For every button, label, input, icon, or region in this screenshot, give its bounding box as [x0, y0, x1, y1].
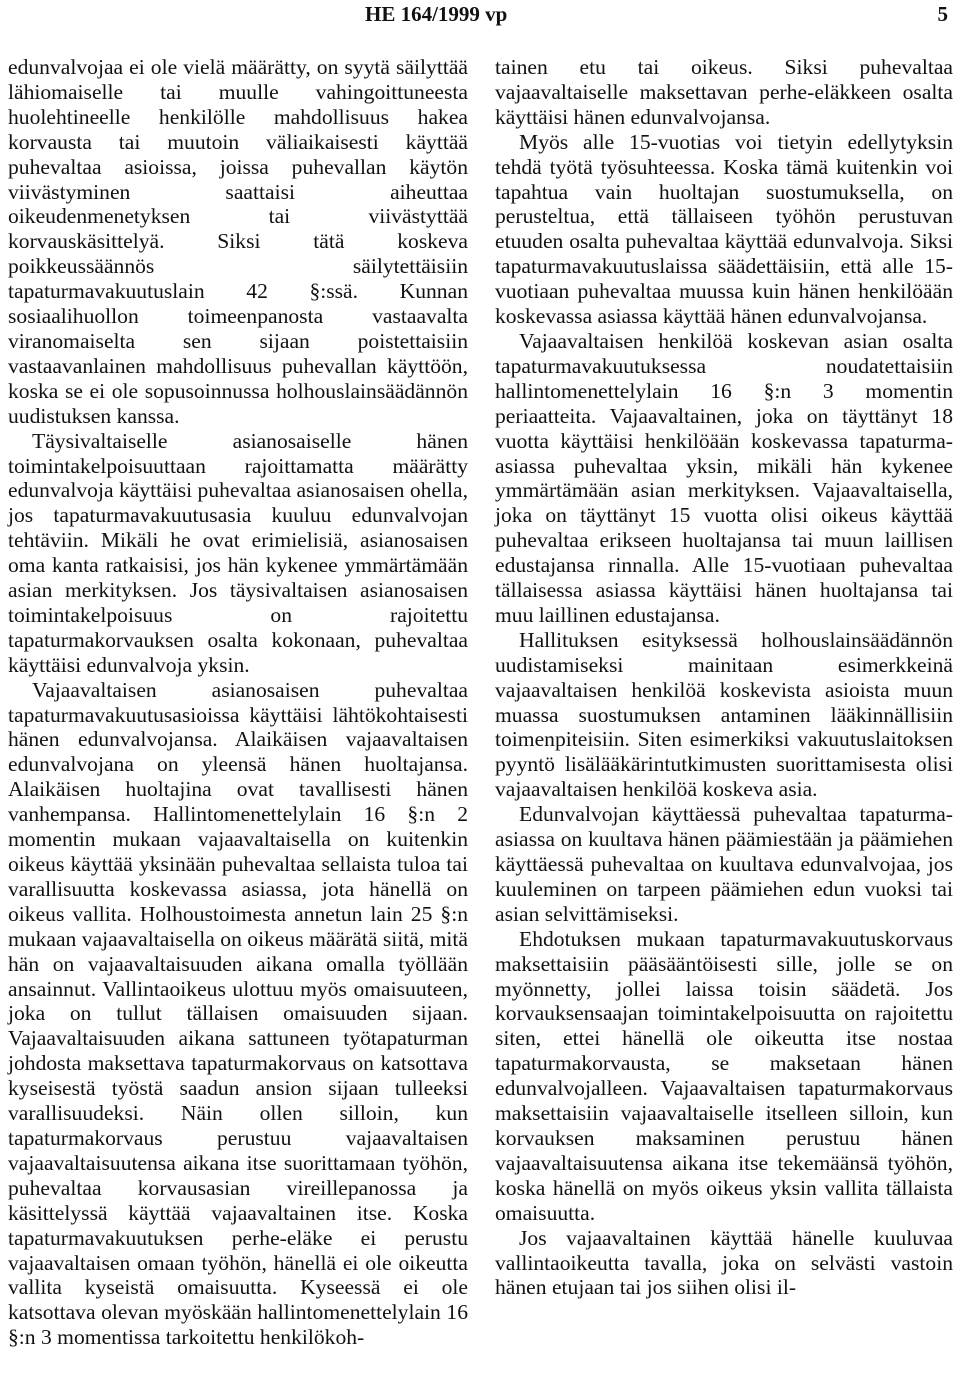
document-id: HE 164/1999 vp	[365, 2, 508, 26]
paragraph: edunvalvojaa ei ole vielä määrätty, on syytä säilyttää lähiomaiselle tai muulle vahingoittuneesta huolehtineelle henkilölle mahdollisuus hakea korvausta tai muutoin väliaikaisesti käyttää puhevaltaa asioissa, joissa puhevallan käytön viivästyminen saattaisi aiheuttaa oikeudenmenetyksen tai viivästyttää korvauskäsittelyä. Siksi tätä koskeva poikkeussäännös säilytettäisiin tapaturmavakuutuslain 42 §:ssä. Kunnan sosiaalihuollon toimeenpanosta vastaavalta viranomaiselta sen sijaan poistettaisiin vastaavanlainen mahdollisuus puhevallan käyttöön, koska se ei ole sopusoinnussa holhouslainsäädännön uudistuksen kanssa.	[8, 55, 468, 428]
paragraph: Ehdotuksen mukaan tapaturmavakuutuskorvaus maksettaisiin pääsääntöisesti sille, jolle se on myönnetty, jollei laissa toisin säädetä. Jos korvauksensaajan toimintakelpoisuutta on rajoitettu siten, ettei hänellä ole oikeutta itse nostaa tapaturmakorvausta, se maksetaan hänen edunvalvojalleen. Vajaavaltaisen tapaturmakorvaus maksettaisiin vajaavaltaiselle itselleen silloin, kun korvauksen maksaminen perustuu hänen vajaavaltaisuutensa aikana itse tekemäänsä työhön, koska hänellä on myös oikeus yksin vallita tällaista omaisuutta.	[495, 926, 953, 1225]
paragraph: Vajaavaltaisen henkilöä koskevan asian osalta tapaturmavakuutuksessa noudatettaisiin hallintomenettelylain 16 §:n 3 momentin periaatteita. Vajaavaltainen, joka on täyttänyt 18 vuotta käyttäisi henkilöään koskevassa tapaturma-asiassa puhevaltaa yksin, mikäli hän kykenee ymmärtämään asian merkityksen. Vajaavaltaisella, joka on täyttänyt 15 vuotta olisi oikeus käyttää puhevaltaa erikseen huoltajansa tai muun laillisen edustajansa rinnalla. Alle 15-vuotiaan puhevaltaa tällaisessa asiassa käyttäisi hänen huoltajansa tai muu laillinen edustajansa.	[495, 328, 953, 627]
paragraph: Myös alle 15-vuotias voi tietyin edellytyksin tehdä työtä työsuhteessa. Koska tämä kuitenkin voi tapahtua vain huoltajan suostumuksella, on perusteltua, että tällaiseen työhön perustuvan etuuden osalta puhevaltaa käyttää edunvalvoja. Siksi tapaturmavakuutuslaissa säädettäisiin, että alle 15-vuotiaan puhevaltaa muussa kuin hänen henkilöään koskevassa asiassa käyttää hänen edunvalvojansa.	[495, 129, 953, 329]
paragraph: Jos vajaavaltainen käyttää hänelle kuuluvaa vallintaoikeutta tavalla, joka on selvästi vastoin hänen etujaan tai jos siihen olisi il-	[495, 1225, 953, 1300]
paragraph: Täysivaltaiselle asianosaiselle hänen toimintakelpoisuuttaan rajoittamatta määrätty edunvalvoja käyttäisi puhevaltaa asianosaisen ohella, jos tapaturmavakuutusasia kuuluu edunvalvojan tehtäviin. Mikäli he ovat erimielisiä, asianosaisen oma kanta ratkaisisi, jos hän kykenee ymmärtämään asian merkityksen. Jos täysivaltaisen asianosaisen toimintakelpoisuus on rajoitettu tapaturmakorvauksen osalta kokonaan, puhevaltaa käyttäisi edunvalvoja yksin.	[8, 428, 468, 677]
right-column	[495, 55, 953, 1300]
page-number: 5	[937, 2, 948, 26]
paragraph: Edunvalvojan käyttäessä puhevaltaa tapaturma-asiassa on kuultava hänen päämiestään ja päämiehen käyttäessä puhevaltaa on kuultava edunvalvojaa, jos kuuleminen on tarpeen päämiehen edun vuoksi tai asian selvittämiseksi.	[495, 802, 953, 926]
left-column	[8, 55, 468, 1350]
paragraph: Hallituksen esityksessä holhouslainsäädännön uudistamiseksi mainitaan esimerkkeinä vajaavaltaisen henkilöä koskevista asioista muun muassa suostumuksen antaminen lääkinnällisiin toimenpiteisiin. Siten esimerkiksi vakuutuslaitoksen pyyntö lisälääkärintutkimusten suorittamisesta olisi vajaavaltaisen henkilöä koskeva asia.	[495, 627, 953, 802]
paragraph: tainen etu tai oikeus. Siksi puhevaltaa vajaavaltaiselle maksettavan perhe-eläkkeen osalta käyttäisi hänen edunvalvojansa.	[495, 55, 953, 129]
paragraph: Vajaavaltaisen asianosaisen puhevaltaa tapaturmavakuutusasioissa käyttäisi lähtökohtaisesti hänen edunvalvojansa. Alaikäisen vajaavaltaisen edunvalvojana on yleensä hänen huoltajansa. Alaikäisen huoltajina ovat tavallisesti hänen vanhempansa. Hallintomenettelylain 16 §:n 2 momentin mukaan vajaavaltaisella on kuitenkin oikeus käyttää yksinään puhevaltaa sellaista tuloa tai varallisuutta koskevassa asiassa, jota hänellä on oikeus vallita. Holhoustoimesta annetun lain 25 §:n mukaan vajaavaltaisella on oikeus määrätä siitä, mitä hän on vajaavaltaisuuden aikana omalla työllään ansainnut. Vallintaoikeus ulottuu myös omaisuuteen, joka on tullut tällaisen omaisuuden sijaan. Vajaavaltaisuuden aikana sattuneen työtapaturman johdosta maksettava tapaturmakorvaus on katsottava kyseisestä työstä saadun ansion sijaan tulleeksi varallisuudeksi. Näin ollen silloin, kun tapaturmakorvaus perustuu vajaavaltaisen vajaavaltaisuutensa aikana itse suorittamaan työhön, puhevaltaa korvausasian vireillepanossa ja käsittelyssä käyttää vajaavaltainen itse. Koska tapaturmavakuutuksen perhe-eläke ei perustu vajaavaltaisen omaan työhön, hänellä ei ole oikeutta vallita kyseistä omaisuutta. Kyseessä ei ole katsottava olevan myöskään hallintomenettelylain 16 §:n 3 momentissa tarkoitettu henkilökoh-	[8, 677, 468, 1350]
page-header	[0, 2, 960, 32]
